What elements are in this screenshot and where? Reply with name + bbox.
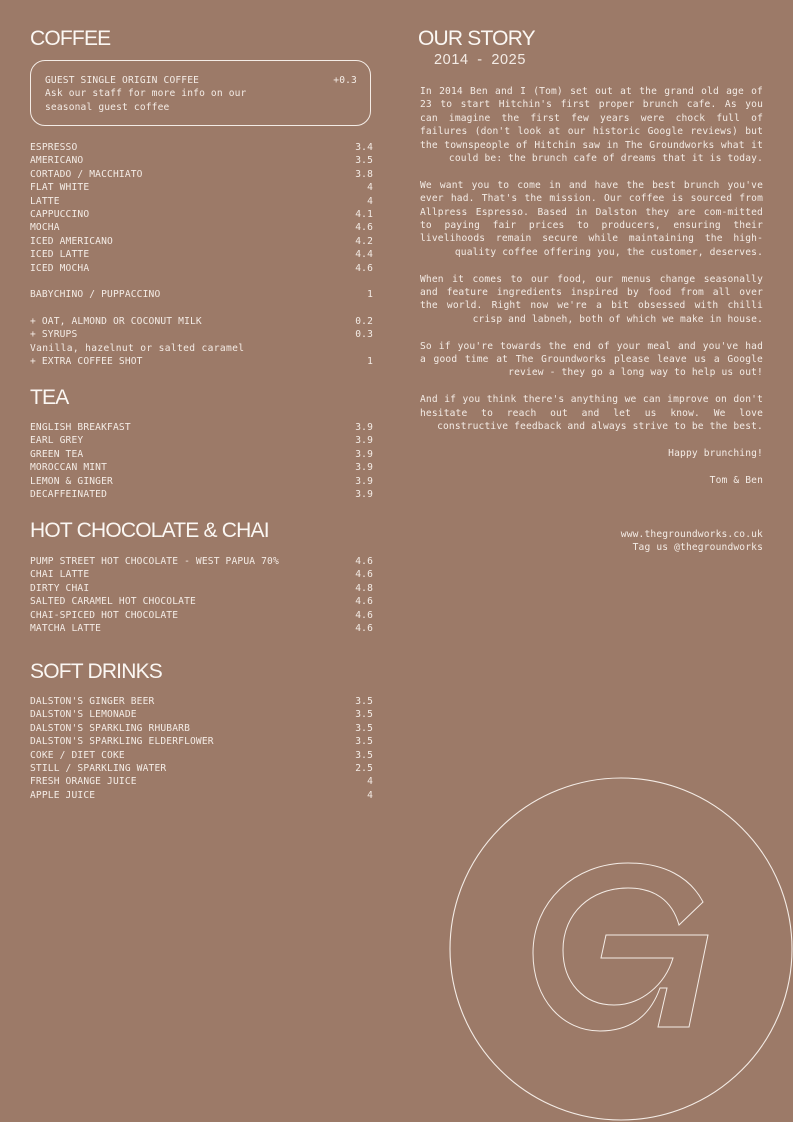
menu-item: ENGLISH BREAKFAST 3.9 <box>30 422 373 433</box>
menu-item: CHAI LATTE 4.6 <box>30 569 373 581</box>
soft-drinks-heading: SOFT DRINKS <box>30 660 162 683</box>
menu-item: DIRTY CHAI 4.8 <box>30 582 373 594</box>
menu-item: MOCHA 4.6 <box>30 222 373 234</box>
guest-coffee-price: +0.3 <box>333 75 357 86</box>
menu-item: LATTE 4 <box>30 195 373 207</box>
social-handle: Tag us @thegroundworks <box>632 542 763 554</box>
menu-item: COKE / DIET COKE 3.5 <box>30 749 373 761</box>
menu-item: CORTADO / MACCHIATO 3.8 <box>30 168 373 180</box>
guest-coffee-desc: seasonal guest coffee <box>45 101 170 113</box>
story-paragraph: And if you think there's anything we can improve on don't hesitate to reach out and let us know. We love constructive feedback and always strive to be the best. <box>420 394 763 433</box>
menu-item: DALSTON'S GINGER BEER 3.5 <box>30 696 373 707</box>
extra-note: Vanilla, hazelnut or salted caramel <box>30 342 245 354</box>
menu-item: STILL / SPARKLING WATER 2.5 <box>30 763 373 775</box>
menu-item: LEMON & GINGER 3.9 <box>30 475 373 487</box>
guest-coffee-desc: Ask our staff for more info on our <box>45 88 247 100</box>
menu-item: FRESH ORANGE JUICE 4 <box>30 776 373 788</box>
menu-item: ICED LATTE 4.4 <box>30 249 373 261</box>
story-paragraph: We want you to come in and have the best brunch you've ever had. That's the mission. Our coffee is sourced from Allpress Espresso. Based in Dalston they are com-mitted to paying fair prices to producers, ensuring their livelihoods remain secure while maintaining the high-quality coffee offering you, the customer, deserves. <box>420 179 763 258</box>
menu-item: DECAFFEINATED 3.9 <box>30 489 373 501</box>
tea-heading: TEA <box>30 386 69 409</box>
website-link[interactable]: www.thegroundworks.co.uk <box>620 529 763 540</box>
menu-item: MATCHA LATTE 4.6 <box>30 623 373 635</box>
menu-item: SALTED CARAMEL HOT CHOCOLATE 4.6 <box>30 596 373 608</box>
menu-item: DALSTON'S SPARKLING RHUBARB 3.5 <box>30 722 373 734</box>
extra-item: + SYRUPS 0.3 <box>30 329 373 341</box>
menu-item: DALSTON'S LEMONADE 3.5 <box>30 709 373 721</box>
menu-item: ESPRESSO 3.4 <box>30 142 373 153</box>
menu-item: GREEN TEA 3.9 <box>30 448 373 460</box>
extra-item: + EXTRA COFFEE SHOT 1 <box>30 356 373 368</box>
menu-item: CHAI-SPICED HOT CHOCOLATE 4.6 <box>30 609 373 621</box>
menu-item: AMERICANO 3.5 <box>30 155 373 167</box>
menu-item: ICED AMERICANO 4.2 <box>30 235 373 247</box>
coffee-heading: COFFEE <box>30 27 111 50</box>
story-years: 2014 - 2025 <box>434 52 526 68</box>
menu-item: CAPPUCCINO 4.1 <box>30 209 373 221</box>
menu-item: PUMP STREET HOT CHOCOLATE - WEST PAPUA 70% 4.6 <box>30 556 373 567</box>
menu-item: FLAT WHITE 4 <box>30 182 373 194</box>
story-signoff: Happy brunching! <box>668 447 763 459</box>
menu-item: MOROCCAN MINT 3.9 <box>30 462 373 474</box>
hot-chocolate-heading: HOT CHOCOLATE & CHAI <box>30 519 269 542</box>
menu-item: EARL GREY 3.9 <box>30 435 373 447</box>
menu-item: DALSTON'S SPARKLING ELDERFLOWER 3.5 <box>30 736 373 748</box>
menu-item: APPLE JUICE 4 <box>30 789 373 801</box>
extra-item: + OAT, ALMOND OR COCONUT MILK 0.2 <box>30 316 373 327</box>
menu-item: BABYCHINO / PUPPACCINO 1 <box>30 289 373 300</box>
story-paragraph: When it comes to our food, our menus change seasonally and feature ingredients inspired by food from all over the world. Right now we're a bit obsessed with chilli crisp and labneh, both of which we make in house. <box>420 273 763 325</box>
story-paragraph: In 2014 Ben and I (Tom) set out at the grand old age of 23 to start Hitchin's first proper brunch cafe. As you can imagine the first few years were chock full of failures (don't look at our historic Google reviews) but the townspeople of Hitchin saw in The Groundworks what it could be: the brunch cafe of dreams that it is today. <box>420 86 763 165</box>
guest-coffee-name: GUEST SINGLE ORIGIN COFFEE <box>45 75 200 86</box>
menu-item: ICED MOCHA 4.6 <box>30 262 373 274</box>
story-signature: Tom & Ben <box>709 474 763 486</box>
story-heading: OUR STORY <box>418 27 535 50</box>
story-paragraph: So if you're towards the end of your meal and you've had a good time at The Groundworks please leave us a Google review - they go a long way to help us out! <box>420 340 763 379</box>
